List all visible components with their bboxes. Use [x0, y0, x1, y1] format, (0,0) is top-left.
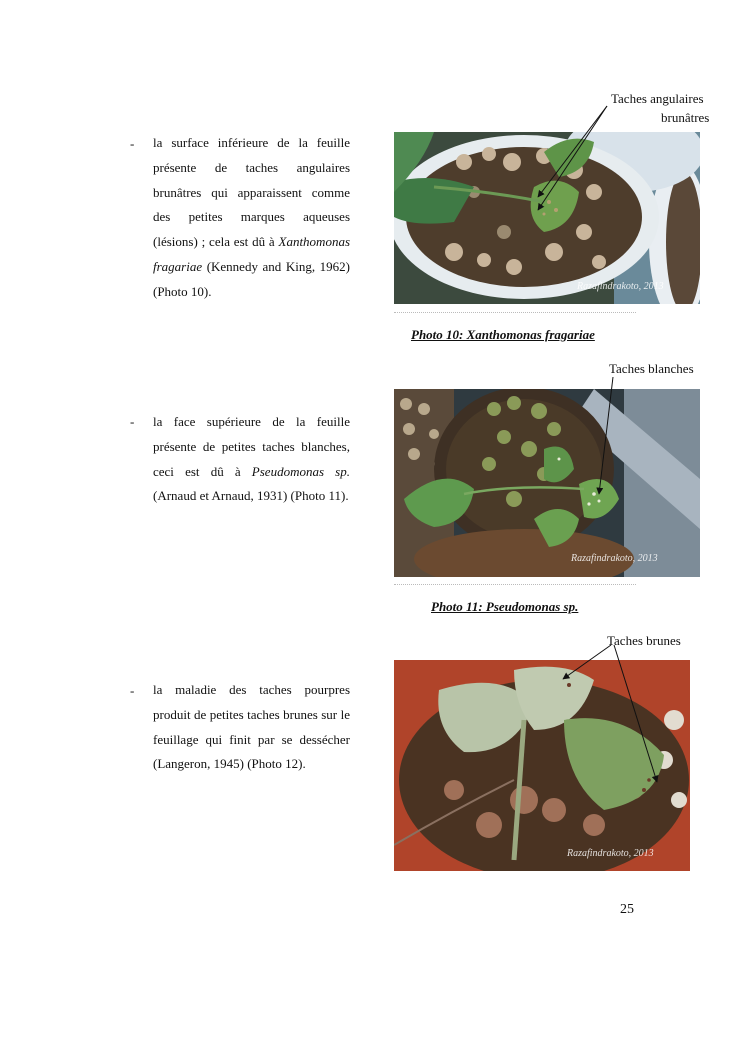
- species-name-pseudomonas: Pseudomonas sp.: [251, 463, 350, 479]
- caption-photo-11: Photo 11: Pseudomonas sp.: [431, 599, 579, 614]
- paragraph-pseudomonas: [153, 410, 350, 509]
- bullet-2: -: [130, 414, 135, 429]
- photo-12-taches-brunes: [394, 660, 690, 871]
- page-number: 25: [620, 902, 634, 917]
- bullet-1: -: [130, 136, 135, 151]
- paragraph-xanthomonas: [153, 131, 350, 305]
- photo-10-xanthomonas: [394, 132, 700, 304]
- bullet-3: -: [130, 683, 135, 698]
- paragraph-pseudomonas-citation: (Arnaud et Arnaud, 1931) (Photo 11).: [153, 488, 349, 504]
- annotation-taches-brunes: Taches brunes: [607, 633, 681, 648]
- photo-11-pseudomonas: [394, 389, 700, 577]
- annotation-taches-angulaires: Taches angulaires: [611, 91, 704, 106]
- annotation-brunatres: brunâtres: [661, 110, 710, 125]
- paragraph-taches-pourpres: la maladie des taches pourpres produit de petites taches brunes sur le feuillage qui finit par se dessécher (Langeron, 1945) (Photo 12).: [153, 682, 350, 772]
- photo-10-separator: [394, 312, 636, 313]
- photo-10-credit: Razafindrakoto, 2013: [577, 281, 664, 292]
- paragraph-pseudomonas-text: la face supérieure de la feuille présente de petites taches blanches, ceci est dû à: [153, 414, 350, 479]
- annotation-taches-blanches: Taches blanches: [609, 361, 694, 376]
- species-name-xanthomonas: Xanthomonas fragariae: [153, 234, 350, 274]
- photo-12-credit: Razafindrakoto, 2013: [567, 848, 654, 859]
- paragraph-xanthomonas-citation: (Kennedy and King, 1962) (Photo 10).: [153, 258, 350, 299]
- photo-11-credit: Razafindrakoto, 2013: [571, 553, 658, 564]
- photo-11-separator: [394, 584, 636, 585]
- paragraph-xanthomonas-text: la surface inférieure de la feuille présente de taches angulaires brunâtres qui apparaissent comme des petites marques aqueuses (lésions) ; cela est dû à: [153, 135, 350, 250]
- caption-photo-10: Photo 10: Xanthomonas fragariae: [411, 327, 595, 342]
